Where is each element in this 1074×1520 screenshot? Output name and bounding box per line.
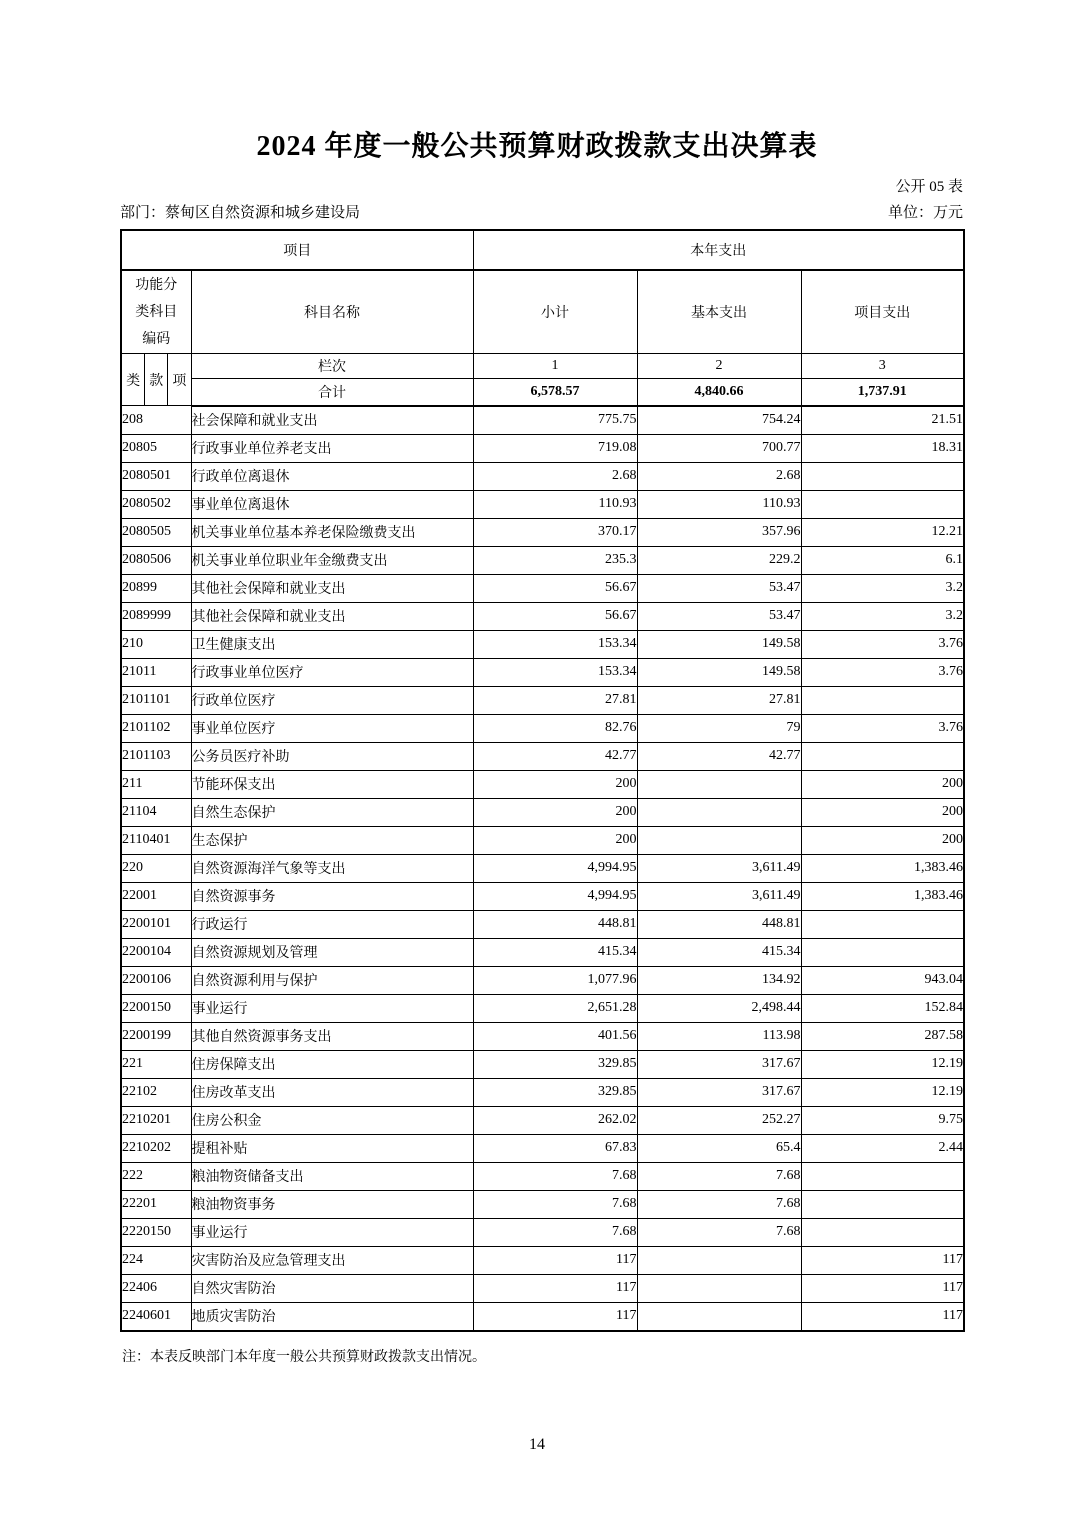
cell-project-expenditure: 12.21 [801,518,964,546]
cell-project-expenditure: 3.2 [801,574,964,602]
cell-function-code: 210 [121,630,191,658]
cell-subject-name: 事业单位医疗 [191,714,473,742]
cell-basic-expenditure: 317.67 [637,1078,801,1106]
total-project-expenditure: 1,737.91 [801,379,964,406]
total-row [121,379,964,406]
table-row [121,1078,964,1106]
cell-subject-name: 其他自然资源事务支出 [191,1022,473,1050]
cell-project-expenditure: 117 [801,1274,964,1302]
cell-basic-expenditure: 252.27 [637,1106,801,1134]
table-row [121,630,964,658]
cell-basic-expenditure: 53.47 [637,602,801,630]
header-column-number-1: 1 [473,354,637,379]
cell-subject-name: 行政运行 [191,910,473,938]
cell-subject-name: 提租补贴 [191,1134,473,1162]
cell-subtotal: 117 [473,1246,637,1274]
cell-subtotal: 153.34 [473,630,637,658]
cell-subtotal: 42.77 [473,742,637,770]
budget-table [120,229,965,1332]
cell-project-expenditure [801,490,964,518]
cell-subtotal: 329.85 [473,1078,637,1106]
table-row [121,714,964,742]
cell-subject-name: 粮油物资事务 [191,1190,473,1218]
table-row [121,1162,964,1190]
cell-project-expenditure: 152.84 [801,994,964,1022]
table-row [121,1190,964,1218]
cell-function-code: 220 [121,854,191,882]
table-row [121,1106,964,1134]
cell-project-expenditure: 200 [801,770,964,798]
cell-function-code: 20805 [121,434,191,462]
header-subtotal: 小计 [473,270,637,354]
table-row [121,1134,964,1162]
cell-subject-name: 事业运行 [191,1218,473,1246]
cell-subject-name: 住房公积金 [191,1106,473,1134]
cell-subject-name: 行政事业单位医疗 [191,658,473,686]
table-row [121,798,964,826]
cell-subject-name: 自然生态保护 [191,798,473,826]
cell-project-expenditure: 3.76 [801,714,964,742]
cell-function-code: 2210202 [121,1134,191,1162]
table-row [121,1218,964,1246]
cell-function-code: 224 [121,1246,191,1274]
cell-basic-expenditure: 3,611.49 [637,854,801,882]
cell-function-code: 211 [121,770,191,798]
cell-subject-name: 卫生健康支出 [191,630,473,658]
cell-function-code: 2101102 [121,714,191,742]
table-row [121,574,964,602]
cell-subject-name: 事业运行 [191,994,473,1022]
table-row [121,938,964,966]
cell-basic-expenditure: 229.2 [637,546,801,574]
cell-subject-name: 公务员医疗补助 [191,742,473,770]
cell-function-code: 2080501 [121,462,191,490]
header-project: 项目 [121,230,473,270]
cell-subject-name: 自然资源规划及管理 [191,938,473,966]
cell-subtotal: 235.3 [473,546,637,574]
cell-function-code: 21104 [121,798,191,826]
cell-subtotal: 117 [473,1274,637,1302]
table-row [121,910,964,938]
cell-basic-expenditure: 42.77 [637,742,801,770]
cell-project-expenditure: 6.1 [801,546,964,574]
cell-subject-name: 粮油物资储备支出 [191,1162,473,1190]
table-row [121,1302,964,1331]
cell-subtotal: 4,994.95 [473,854,637,882]
table-row [121,882,964,910]
header-row-colnum [121,354,964,379]
cell-basic-expenditure: 415.34 [637,938,801,966]
cell-basic-expenditure: 7.68 [637,1218,801,1246]
cell-subject-name: 节能环保支出 [191,770,473,798]
cell-basic-expenditure: 317.67 [637,1050,801,1078]
cell-subject-name: 住房改革支出 [191,1078,473,1106]
cell-function-code: 222 [121,1162,191,1190]
cell-function-code: 2080505 [121,518,191,546]
header-project-expenditure: 项目支出 [801,270,964,354]
cell-function-code: 2080502 [121,490,191,518]
cell-function-code: 2110401 [121,826,191,854]
cell-subject-name: 机关事业单位基本养老保险缴费支出 [191,518,473,546]
cell-subtotal: 262.02 [473,1106,637,1134]
total-label: 合计 [191,379,473,406]
cell-subject-name: 行政事业单位养老支出 [191,434,473,462]
cell-basic-expenditure: 3,611.49 [637,882,801,910]
page-number: 14 [529,1436,545,1453]
cell-basic-expenditure: 357.96 [637,518,801,546]
header-column-number-2: 2 [637,354,801,379]
cell-subtotal: 775.75 [473,406,637,435]
cell-subject-name: 生态保护 [191,826,473,854]
cell-basic-expenditure [637,798,801,826]
cell-subject-name: 其他社会保障和就业支出 [191,602,473,630]
cell-basic-expenditure: 134.92 [637,966,801,994]
cell-basic-expenditure [637,1302,801,1331]
cell-subject-name: 机关事业单位职业年金缴费支出 [191,546,473,574]
cell-project-expenditure: 117 [801,1246,964,1274]
cell-function-code: 2101103 [121,742,191,770]
header-subject-name: 科目名称 [191,270,473,354]
cell-project-expenditure: 3.76 [801,658,964,686]
table-row [121,518,964,546]
cell-project-expenditure: 117 [801,1302,964,1331]
cell-subtotal: 67.83 [473,1134,637,1162]
cell-function-code: 2200199 [121,1022,191,1050]
cell-subject-name: 自然资源事务 [191,882,473,910]
unit-label: 单位：万元 [887,205,963,221]
header-section: 款 [145,354,168,405]
table-row [121,770,964,798]
table-body [121,230,964,1331]
header-column-number-3: 3 [801,354,964,379]
cell-basic-expenditure: 700.77 [637,434,801,462]
cell-subtotal: 56.67 [473,574,637,602]
cell-subtotal: 4,994.95 [473,882,637,910]
cell-subject-name: 社会保障和就业支出 [191,406,473,435]
cell-project-expenditure: 287.58 [801,1022,964,1050]
table-row [121,1022,964,1050]
cell-project-expenditure: 2.44 [801,1134,964,1162]
cell-subject-name: 自然灾害防治 [191,1274,473,1302]
cell-project-expenditure [801,1162,964,1190]
cell-subtotal: 27.81 [473,686,637,714]
cell-subtotal: 329.85 [473,1050,637,1078]
cell-subtotal: 7.68 [473,1162,637,1190]
header-row-groups [121,230,964,270]
cell-project-expenditure: 200 [801,798,964,826]
cell-basic-expenditure: 7.68 [637,1162,801,1190]
cell-basic-expenditure: 27.81 [637,686,801,714]
cell-subtotal: 448.81 [473,910,637,938]
header-class-section-item [121,354,191,406]
cell-basic-expenditure: 149.58 [637,658,801,686]
cell-basic-expenditure [637,1246,801,1274]
table-row [121,966,964,994]
cell-project-expenditure: 18.31 [801,434,964,462]
table-row [121,742,964,770]
total-subtotal: 6,578.57 [473,379,637,406]
cell-project-expenditure: 1,383.46 [801,882,964,910]
cell-subtotal: 370.17 [473,518,637,546]
table-row [121,1274,964,1302]
cell-project-expenditure: 1,383.46 [801,854,964,882]
cell-function-code: 22102 [121,1078,191,1106]
cell-project-expenditure [801,938,964,966]
cell-basic-expenditure: 754.24 [637,406,801,435]
cell-project-expenditure: 12.19 [801,1078,964,1106]
table-row [121,602,964,630]
meta-row [120,201,963,222]
cell-basic-expenditure: 448.81 [637,910,801,938]
cell-subtotal: 1,077.96 [473,966,637,994]
cell-subtotal: 200 [473,798,637,826]
cell-basic-expenditure: 2,498.44 [637,994,801,1022]
cell-subject-name: 行政单位医疗 [191,686,473,714]
header-current-year-expenditure: 本年支出 [473,230,964,270]
header-row-columns [121,270,964,354]
cell-function-code: 2240601 [121,1302,191,1331]
cell-basic-expenditure: 113.98 [637,1022,801,1050]
cell-function-code: 22001 [121,882,191,910]
cell-subtotal: 2,651.28 [473,994,637,1022]
cell-project-expenditure: 3.2 [801,602,964,630]
cell-basic-expenditure: 53.47 [637,574,801,602]
cell-project-expenditure: 200 [801,826,964,854]
cell-basic-expenditure: 65.4 [637,1134,801,1162]
cell-function-code: 21011 [121,658,191,686]
cell-project-expenditure [801,1218,964,1246]
cell-subtotal: 719.08 [473,434,637,462]
cell-basic-expenditure: 7.68 [637,1190,801,1218]
table-row [121,826,964,854]
cell-basic-expenditure: 110.93 [637,490,801,518]
footnote: 注：本表反映部门本年度一般公共预算财政拨款支出情况。 [122,1349,486,1365]
cell-subtotal: 56.67 [473,602,637,630]
cell-subtotal: 82.76 [473,714,637,742]
cell-project-expenditure [801,742,964,770]
cell-project-expenditure [801,686,964,714]
cell-basic-expenditure [637,1274,801,1302]
department-label: 部门：蔡甸区自然资源和城乡建设局 [120,205,361,221]
cell-function-code: 22406 [121,1274,191,1302]
table-row [121,994,964,1022]
header-function-code-text: 功能分类科目编码 [135,277,178,347]
cell-function-code: 2101101 [121,686,191,714]
cell-subtotal: 7.68 [473,1218,637,1246]
cell-function-code: 221 [121,1050,191,1078]
total-basic-expenditure: 4,840.66 [637,379,801,406]
cell-subtotal: 200 [473,826,637,854]
cell-basic-expenditure [637,826,801,854]
cell-subtotal: 7.68 [473,1190,637,1218]
cell-basic-expenditure: 149.58 [637,630,801,658]
cell-function-code: 2200101 [121,910,191,938]
cell-function-code: 20899 [121,574,191,602]
cell-subject-name: 行政单位离退休 [191,462,473,490]
cell-subject-name: 事业单位离退休 [191,490,473,518]
cell-basic-expenditure [637,770,801,798]
table-code-label: 公开 05 表 [895,179,963,195]
cell-function-code: 2080506 [121,546,191,574]
table-row [121,1050,964,1078]
cell-subtotal: 401.56 [473,1022,637,1050]
table-row [121,490,964,518]
header-column-row-label: 栏次 [191,354,473,379]
header-class: 类 [122,354,145,405]
cell-subject-name: 灾害防治及应急管理支出 [191,1246,473,1274]
cell-subtotal: 200 [473,770,637,798]
page-title: 2024 年度一般公共预算财政拨款支出决算表 [256,131,818,162]
cell-function-code: 2220150 [121,1218,191,1246]
cell-function-code: 2200106 [121,966,191,994]
cell-project-expenditure [801,1190,964,1218]
cell-project-expenditure [801,910,964,938]
table-row [121,406,964,435]
cell-function-code: 2210201 [121,1106,191,1134]
cell-project-expenditure: 3.76 [801,630,964,658]
cell-project-expenditure [801,462,964,490]
cell-function-code: 22201 [121,1190,191,1218]
cell-project-expenditure: 943.04 [801,966,964,994]
table-row [121,462,964,490]
cell-function-code: 2089999 [121,602,191,630]
table-row [121,686,964,714]
header-function-code [121,270,191,354]
cell-subject-name: 自然资源利用与保护 [191,966,473,994]
cell-subject-name: 自然资源海洋气象等支出 [191,854,473,882]
table-row [121,1246,964,1274]
cell-subtotal: 117 [473,1302,637,1331]
cell-project-expenditure: 12.19 [801,1050,964,1078]
cell-basic-expenditure: 2.68 [637,462,801,490]
cell-subtotal: 153.34 [473,658,637,686]
header-item: 项 [172,373,187,389]
cell-basic-expenditure: 79 [637,714,801,742]
header-basic-expenditure: 基本支出 [637,270,801,354]
cell-project-expenditure: 21.51 [801,406,964,435]
cell-subject-name: 其他社会保障和就业支出 [191,574,473,602]
table-row [121,854,964,882]
cell-subject-name: 地质灾害防治 [191,1302,473,1331]
cell-subject-name: 住房保障支出 [191,1050,473,1078]
cell-subtotal: 110.93 [473,490,637,518]
cell-function-code: 2200150 [121,994,191,1022]
cell-subtotal: 415.34 [473,938,637,966]
cell-function-code: 208 [121,406,191,435]
table-row [121,546,964,574]
cell-subtotal: 2.68 [473,462,637,490]
table-row [121,434,964,462]
cell-function-code: 2200104 [121,938,191,966]
cell-project-expenditure: 9.75 [801,1106,964,1134]
table-row [121,658,964,686]
